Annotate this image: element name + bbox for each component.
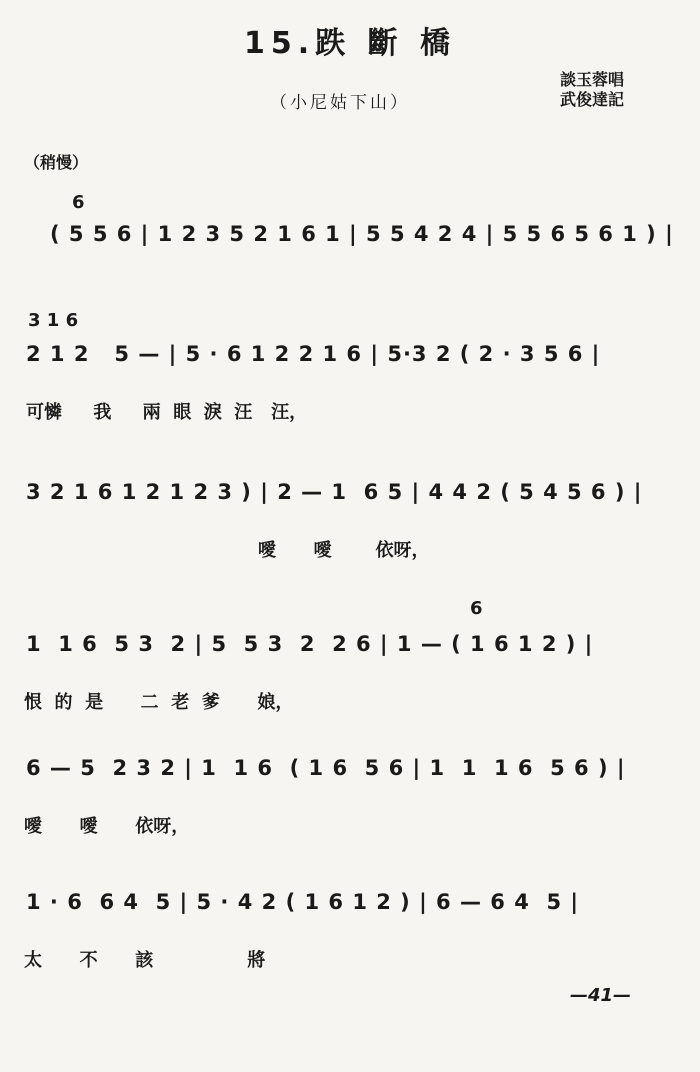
score-line-notes: 2 1 2 5 — | 5 · 6 1 2 2 1 6 | 5·3 2 ( 2 · 3 5 6 | bbox=[26, 342, 601, 366]
score-line-notes: ( 5 5 6 | 1 2 3 5 2 1 6 1 | 5 5 4 2 4 | 5 5 6 5 6 1 ) | bbox=[50, 222, 674, 246]
page-title: 15.跌 斷 橋 bbox=[243, 26, 457, 61]
score-line-notes: 6 — 5 2 3 2 | 1 1 6 ( 1 6 5 6 | 1 1 1 6 5 6 ) | bbox=[26, 756, 626, 780]
tempo-marking: （稍慢） bbox=[24, 153, 89, 172]
score-line-notes: 3 2 1 6 1 2 1 2 3 ) | 2 — 1 6 5 | 4 4 2 ( 5 4 5 6 ) | bbox=[26, 480, 643, 504]
subtitle: （小尼姑下山） bbox=[270, 93, 410, 113]
score-line-lyrics: 可憐 我 兩 眼 淚 汪 汪， bbox=[26, 402, 308, 423]
grace-note: 6 bbox=[72, 192, 85, 213]
grace-note: 3 1 6 bbox=[28, 310, 79, 331]
credits bbox=[560, 70, 624, 110]
score-line-lyrics: 噯 噯 依呀， bbox=[258, 540, 430, 561]
score-line-notes: 1 1 6 5 3 2 | 5 5 3 2 2 6 | 1 — ( 1 6 1 2 ) | bbox=[26, 632, 594, 656]
grace-note: 6 bbox=[470, 598, 483, 619]
score-line-lyrics: 太 不 該 將 bbox=[24, 950, 266, 971]
score-line-notes: 1 · 6 6 4 5 | 5 · 4 2 ( 1 6 1 2 ) | 6 — 6 4 5 | bbox=[26, 890, 580, 914]
score-line-lyrics: 噯 噯 依呀， bbox=[24, 816, 190, 837]
score-line-lyrics: 恨 的 是 二 老 爹 娘， bbox=[24, 692, 294, 713]
credit-recorder: 武俊達記 bbox=[560, 90, 625, 109]
credit-singer: 談玉蓉唱 bbox=[560, 70, 625, 89]
page-number: —41— bbox=[570, 985, 632, 1006]
